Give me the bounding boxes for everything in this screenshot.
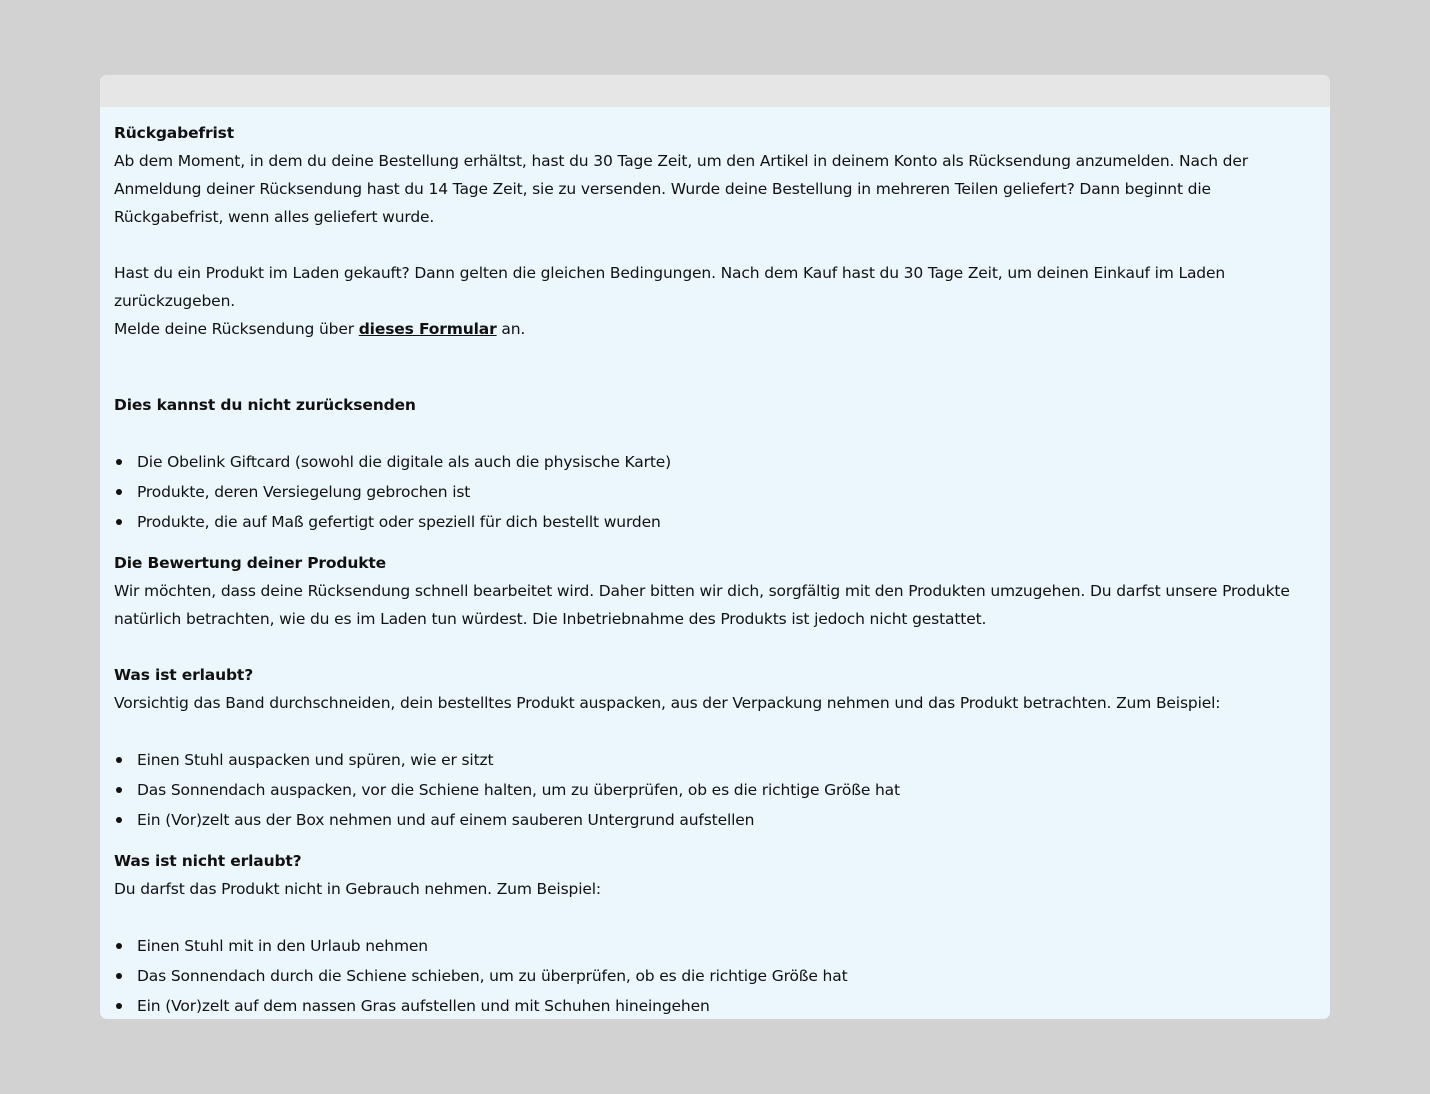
list-item: Das Sonnendach auspacken, vor die Schiene halten, um zu überprüfen, ob es die richtige Größe hat <box>137 775 1316 805</box>
not-allowed-heading: Was ist nicht erlaubt? <box>114 852 302 870</box>
list-item: Ein (Vor)zelt auf dem nassen Gras aufstellen und mit Schuhen hineingehen <box>137 991 1316 1019</box>
store-purchase-suffix: an. <box>496 320 526 338</box>
allowed-heading: Was ist erlaubt? <box>114 666 254 684</box>
return-form-link[interactable]: dieses Formular <box>358 320 497 338</box>
assessment-text: Wir möchten, dass deine Rücksendung schnell bearbeitet wird. Daher bitten wir dich, sorgfältig mit den Produkten umzugehen. Du darfst unsere Produkte natürlich betrachten, wie du es im Laden tun würdest. Die Inbetriebnahme des Produkts ist jedoch nicht gestattet. <box>114 582 1290 628</box>
allowed-list <box>114 745 1316 835</box>
list-item: Produkte, deren Versiegelung gebrochen ist <box>137 477 1316 507</box>
list-item: Einen Stuhl mit in den Urlaub nehmen <box>137 931 1316 961</box>
return-period-text: Ab dem Moment, in dem du deine Bestellung erhältst, hast du 30 Tage Zeit, um den Artikel in deinem Konto als Rücksendung anzumelden. Nach der Anmeldung deiner Rücksendung hast du 14 Tage Zeit, sie zu versenden. Wurde deine Bestellung in mehreren Teilen geliefert? Dann beginnt die Rückgabefrist, wenn alles geliefert wurde. <box>114 152 1248 226</box>
not-allowed-list <box>114 931 1316 1019</box>
store-purchase-prefix: Melde deine Rücksendung über <box>114 320 359 338</box>
list-item: Die Obelink Giftcard (sowohl die digitale als auch die physische Karte) <box>137 447 1316 477</box>
allowed-text: Vorsichtig das Band durchschneiden, dein bestelltes Produkt auspacken, aus der Verpackung nehmen und das Produkt betrachten. Zum Beispiel: <box>114 694 1221 712</box>
store-purchase-text <box>114 259 1316 343</box>
content-window <box>100 75 1330 1019</box>
return-period-heading: Rückgabefrist <box>114 124 235 142</box>
not-returnable-heading: Dies kannst du nicht zurücksenden <box>114 396 416 414</box>
list-item: Einen Stuhl auspacken und spüren, wie er sitzt <box>137 745 1316 775</box>
list-item: Ein (Vor)zelt aus der Box nehmen und auf einem sauberen Untergrund aufstellen <box>137 805 1316 835</box>
not-allowed-text: Du darfst das Produkt nicht in Gebrauch nehmen. Zum Beispiel: <box>114 880 601 898</box>
list-item: Das Sonnendach durch die Schiene schieben, um zu überprüfen, ob es die richtige Größe hat <box>137 961 1316 991</box>
not-returnable-list <box>114 447 1316 537</box>
store-purchase-line: Hast du ein Produkt im Laden gekauft? Dann gelten die gleichen Bedingungen. Nach dem Kauf hast du 30 Tage Zeit, um deinen Einkauf im Laden zurückzugeben. <box>114 264 1226 310</box>
window-titlebar <box>100 75 1330 107</box>
list-item: Produkte, die auf Maß gefertigt oder speziell für dich bestellt wurden <box>137 507 1316 537</box>
policy-content <box>100 107 1330 1019</box>
assessment-heading: Die Bewertung deiner Produkte <box>114 554 387 572</box>
